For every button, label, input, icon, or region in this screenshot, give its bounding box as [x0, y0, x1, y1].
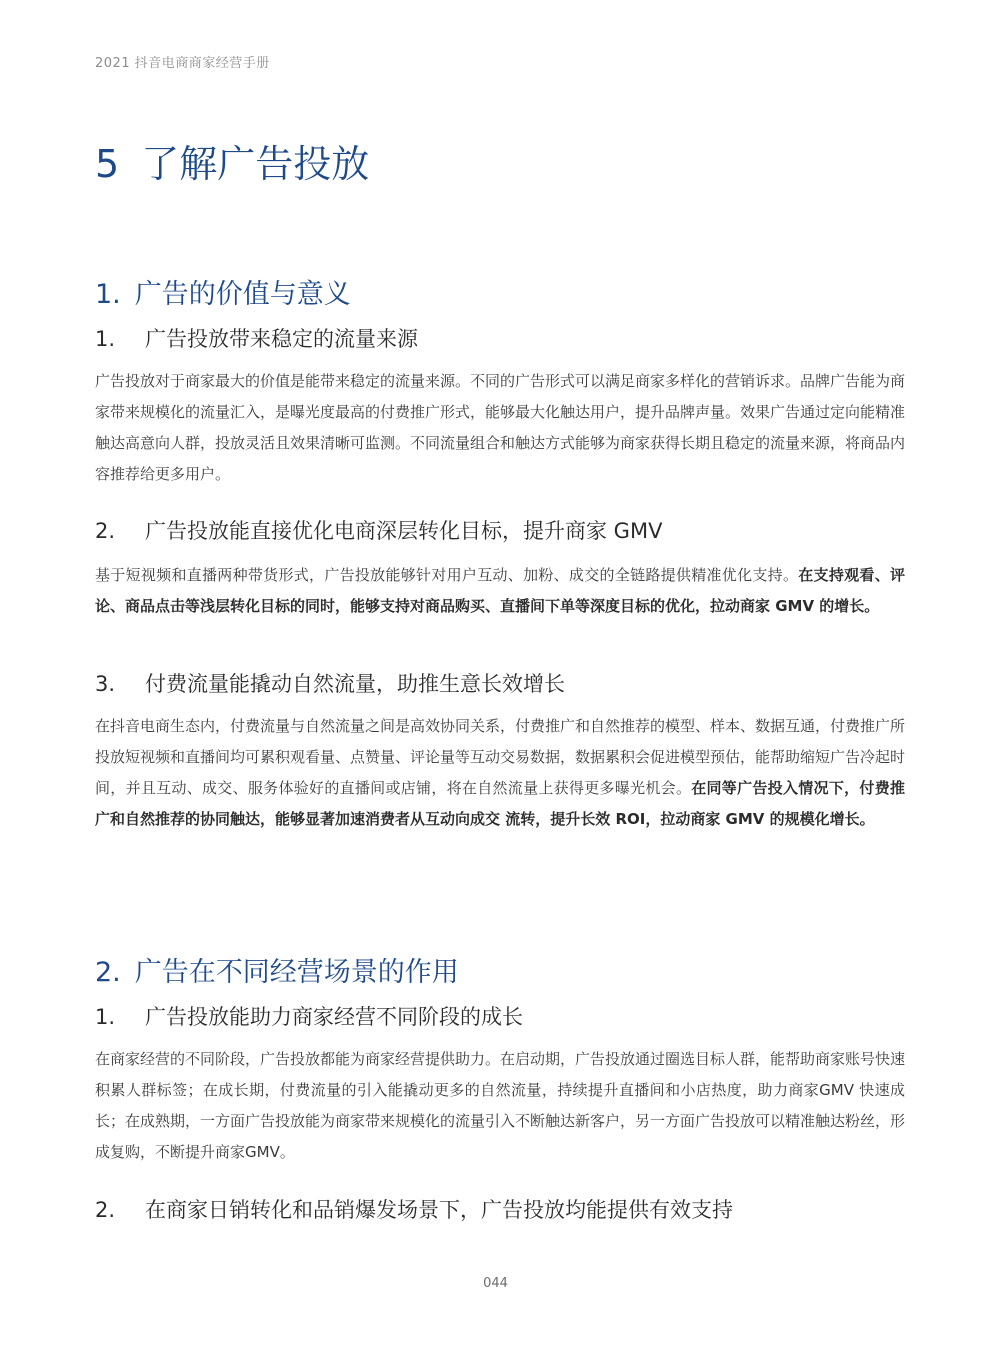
subsection-title: 在商家日销转化和品销爆发场景下，广告投放均能提供有效支持	[145, 1198, 733, 1222]
section-number: 2.	[95, 957, 121, 988]
subsection-number: 2.	[95, 1198, 116, 1222]
chapter-number: 5	[95, 142, 120, 186]
subsection-number: 3.	[95, 672, 116, 696]
subsection-title: 广告投放带来稳定的流量来源	[145, 327, 418, 351]
subsection-title: 付费流量能撬动自然流量，助推生意长效增长	[145, 672, 565, 696]
subsection-heading-2-1	[95, 1001, 523, 1031]
subsection-heading-1-1	[95, 323, 418, 353]
subsection-title: 广告投放能助力商家经营不同阶段的成长	[145, 1005, 523, 1029]
paragraph-1-1: 广告投放对于商家最大的价值是能带来稳定的流量来源。不同的广告形式可以满足商家多样化的营销诉求。品牌广告能为商家带来规模化的流量汇入，是曝光度最高的付费推广形式，能够最大化触达用户，提升品牌声量。效果广告通过定向能精准触达高意向人群，投放灵活且效果清晰可监测。不同流量组合和触达方式能够为商家获得长期且稳定的流量来源，将商品内容推荐给更多用户。	[95, 372, 906, 483]
subsection-number: 1.	[95, 327, 116, 351]
subsection-number: 2.	[95, 519, 116, 543]
paragraph-emphasis: 在同等广告投入情况下，付费推广和自然推荐的协同触达，能够显著加速消费者从互动向成交 流转，提升长效 ROI，拉动商家 GMV 的规模化增长。	[95, 779, 905, 828]
section-title: 广告在不同经营场景的作用	[134, 957, 459, 988]
subsection-heading-1-3	[95, 668, 565, 698]
paragraph-text: 基于短视频和直播两种带货形式，广告投放能够针对用户互动、加粉、成交的全链路提供精准优化支持。	[95, 566, 799, 584]
paragraph-2-1: 在商家经营的不同阶段，广告投放都能为商家经营提供助力。在启动期，广告投放通过圈选目标人群，能帮助商家账号快速积累人群标签；在成长期，付费流量的引入能撬动更多的自然流量，持续提升直播间和小店热度，助力商家GMV 快速成长；在成熟期，一方面广告投放能为商家带来规模化的流量引入不断触达新客户，另一方面广告投放可以精准触达粉丝，形成复购，不断提升商家GMV。	[95, 1050, 906, 1161]
section-number: 1.	[95, 279, 121, 310]
subsection-heading-2-2	[95, 1194, 733, 1224]
subsection-title: 广告投放能直接优化电商深层转化目标，提升商家 GMV	[145, 519, 663, 543]
paragraph-1-3	[95, 711, 905, 835]
subsection-heading-1-2	[95, 515, 662, 545]
section-heading-2	[95, 950, 459, 989]
section-heading-1	[95, 272, 351, 311]
chapter-title-text: 了解广告投放	[141, 142, 370, 186]
document-header: 2021 抖音电商商家经营手册	[95, 56, 270, 71]
page-number: 044	[483, 1276, 508, 1291]
paragraph-text: 在抖音电商生态内，付费流量与自然流量之间是高效协同关系，付费推广和自然推荐的模型、样本、数据互通，付费推广所投放短视频和直播间均可累积观看量、点赞量、评论量等互动交易数据，数据累积会促进模型预估，能帮助缩短广告冷起时间，并且互动、成交、服务体验好的直播间或店铺，将在自然流量上获得更多曝光机会。	[95, 717, 906, 797]
subsection-number: 1.	[95, 1005, 116, 1029]
chapter-title	[95, 133, 369, 188]
paragraph-emphasis: 在支持观看、评论、商品点击等浅层转化目标的同时，能够支持对商品购买、直播间下单等深度目标的优化，拉动商家 GMV 的增长。	[95, 566, 905, 615]
section-title: 广告的价值与意义	[134, 279, 351, 310]
paragraph-1-2	[95, 560, 905, 622]
